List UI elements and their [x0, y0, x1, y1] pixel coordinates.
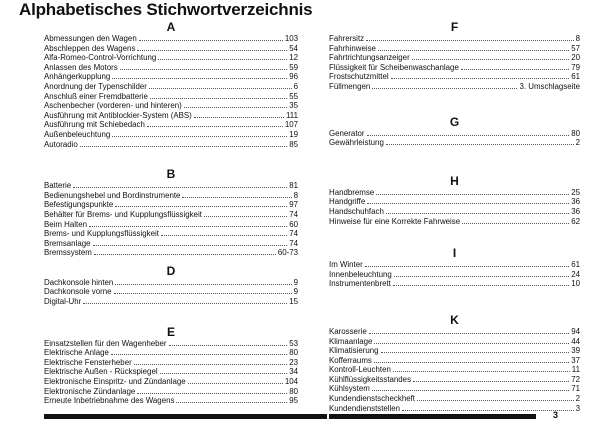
- index-term: Elektronische Zündanlage: [44, 386, 136, 396]
- index-entry: [329, 260, 580, 270]
- index-section-i: [329, 246, 580, 289]
- index-entry: [329, 270, 580, 280]
- index-term: Klimatisierung: [329, 346, 379, 356]
- index-entry: [329, 197, 580, 207]
- index-page-ref: 3. Umschlagseite: [519, 81, 580, 91]
- index-entry-list: [44, 181, 298, 258]
- dot-leader: [381, 352, 570, 353]
- index-page-ref: 11: [571, 365, 580, 375]
- index-entry: [329, 207, 580, 217]
- index-page-ref: 103: [284, 34, 298, 43]
- dot-leader: [374, 362, 569, 363]
- index-page-ref: 62: [571, 216, 580, 226]
- index-entry: [44, 339, 298, 349]
- index-entry: [44, 358, 298, 368]
- index-entry: [329, 138, 580, 148]
- index-term: Anordnung der Typenschilder: [44, 81, 147, 91]
- index-page-ref: 2: [575, 394, 580, 404]
- dot-leader: [188, 383, 283, 384]
- index-page-ref: 59: [289, 62, 298, 72]
- dot-leader: [386, 213, 569, 214]
- index-page-ref: 25: [571, 187, 580, 197]
- index-page-ref: 97: [289, 200, 298, 210]
- index-term: Anlassen des Motors: [44, 62, 118, 72]
- index-term: Ausführung mit Antiblockier-System (ABS): [44, 110, 192, 120]
- index-term: Brems- und Kupplungsflüssigkeit: [44, 229, 159, 239]
- section-letter: E: [166, 324, 175, 339]
- index-page-ref: 57: [571, 43, 580, 53]
- index-page-ref: 39: [571, 346, 580, 356]
- dot-leader: [134, 364, 288, 365]
- dot-leader: [372, 88, 517, 89]
- index-term: Klimaanlage: [329, 336, 373, 346]
- index-entry: [44, 220, 298, 230]
- index-page-ref: 74: [289, 229, 298, 239]
- index-term: Im Winter: [329, 260, 363, 270]
- index-entry: [44, 72, 298, 82]
- index-page-ref: 54: [289, 43, 298, 53]
- index-entry: [44, 297, 298, 307]
- index-section-e: [44, 325, 298, 406]
- index-entry: [44, 101, 298, 111]
- index-term: Dachkonsole hinten: [44, 277, 114, 287]
- index-term: Handschuhfach: [329, 206, 384, 216]
- index-term: Anschluß einer Fremdbatterie: [44, 91, 148, 101]
- index-entry: [329, 337, 580, 347]
- index-term: Batterie: [44, 181, 72, 191]
- index-entry-list: [44, 278, 298, 307]
- index-entry: [44, 44, 298, 54]
- index-entry-list: [44, 339, 298, 406]
- dot-leader: [149, 88, 292, 89]
- dot-leader: [112, 78, 287, 79]
- dot-leader: [80, 146, 287, 147]
- index-entry: [44, 120, 298, 130]
- index-page-ref: 2: [575, 138, 580, 148]
- dot-leader: [111, 354, 287, 355]
- dot-leader: [93, 245, 288, 246]
- index-term: Abmessungen den Wagen: [44, 34, 137, 43]
- index-section-d: [44, 264, 298, 307]
- index-term: Handgriffe: [329, 197, 366, 207]
- dot-leader: [115, 284, 291, 285]
- index-entry: [44, 287, 298, 297]
- index-entry-list: [329, 129, 580, 148]
- index-entry-list: [44, 34, 298, 149]
- index-term: Hinweise für eine Korrekte Fahrweise: [329, 216, 461, 226]
- index-term: Gewährleistung: [329, 138, 384, 148]
- index-entry-list: [329, 327, 580, 413]
- index-term: Abschleppen des Wagens: [44, 43, 136, 53]
- dot-leader: [369, 333, 570, 334]
- index-term: Kundendienstscheckheft: [329, 394, 415, 404]
- index-entry: [329, 375, 580, 385]
- index-entry: [44, 82, 298, 92]
- index-term: Bedienungshebel und Bordinstrumente: [44, 190, 181, 200]
- dot-leader: [462, 223, 569, 224]
- index-page-ref: 15: [289, 297, 298, 307]
- dot-leader: [73, 187, 287, 188]
- index-term: Dachkonsole vorne: [44, 287, 112, 297]
- index-page-ref: 9: [293, 287, 298, 297]
- index-entry-list: [329, 188, 580, 226]
- section-letter: H: [450, 173, 459, 188]
- footer-rule-left: [44, 414, 327, 419]
- index-page-ref: 10: [571, 279, 580, 289]
- dot-leader: [204, 216, 287, 217]
- dot-leader: [182, 197, 291, 198]
- index-page-ref: 71: [571, 384, 580, 394]
- index-term: Kofferraums: [329, 355, 372, 365]
- index-entry: [329, 365, 580, 375]
- index-entry-list: [329, 260, 580, 289]
- dot-leader: [417, 400, 574, 401]
- index-entry: [44, 92, 298, 102]
- index-entry: [329, 72, 580, 82]
- index-entry: [329, 82, 580, 92]
- dot-leader: [402, 410, 574, 411]
- section-letter: K: [450, 312, 459, 327]
- index-term: Fahrtrichtungsanzeiger: [329, 53, 410, 63]
- index-entry: [329, 327, 580, 337]
- index-term: Fahrhinweise: [329, 43, 376, 53]
- dot-leader: [112, 136, 287, 137]
- index-page-ref: 6: [293, 81, 298, 91]
- dot-leader: [461, 69, 569, 70]
- index-term: Flüssigkeit für Scheibenwaschanlage: [329, 62, 459, 72]
- index-term: Kühlsystem: [329, 384, 370, 394]
- dot-leader: [374, 343, 569, 344]
- index-term: Erneute Inbetriebnahme des Wagens: [44, 396, 175, 406]
- index-entry: [44, 63, 298, 73]
- index-term: Einsatzstellen für den Wagenheber: [44, 338, 167, 348]
- index-entry: [329, 129, 580, 139]
- dot-leader: [114, 293, 292, 294]
- index-page-ref: 94: [571, 326, 580, 336]
- index-page-ref: 55: [289, 91, 298, 101]
- dot-leader: [372, 390, 569, 391]
- index-entry: [329, 63, 580, 73]
- index-page-ref: 23: [289, 357, 298, 367]
- dot-leader: [158, 59, 287, 60]
- index-entry: [44, 239, 298, 249]
- section-letter: I: [452, 246, 457, 261]
- index-entry: [44, 377, 298, 387]
- index-entry: [329, 44, 580, 54]
- index-page-ref: 96: [289, 72, 298, 82]
- index-term: Behälter für Brems- und Kupplungsflüssigkeit: [44, 209, 202, 219]
- index-term: Befestigungspunkte: [44, 200, 114, 210]
- dot-leader: [367, 135, 570, 136]
- dot-leader: [115, 206, 287, 207]
- dot-leader: [391, 78, 570, 79]
- index-entry: [44, 34, 298, 44]
- section-letter: F: [450, 20, 459, 34]
- index-page-ref: 36: [571, 197, 580, 207]
- section-letter: G: [449, 114, 460, 129]
- index-section-h: [329, 174, 580, 226]
- index-page-ref: 74: [289, 238, 298, 248]
- index-page-ref: 74: [289, 209, 298, 219]
- index-page-ref: 80: [289, 386, 298, 396]
- index-page-ref: 20: [571, 53, 580, 63]
- index-term: Fahrersitz: [329, 34, 365, 43]
- dot-leader: [160, 373, 288, 374]
- index-entry: [44, 191, 298, 201]
- index-entry-list: [329, 34, 580, 92]
- index-page-ref: 61: [571, 260, 580, 270]
- index-section-g: [329, 115, 580, 148]
- index-section-f: [329, 20, 580, 92]
- index-entry: [44, 396, 298, 406]
- index-section-k: [329, 313, 580, 413]
- index-entry: [44, 387, 298, 397]
- index-entry: [44, 53, 298, 63]
- index-entry: [329, 404, 580, 414]
- index-page-ref: 12: [289, 53, 298, 63]
- index-term: Generator: [329, 128, 365, 138]
- index-entry: [44, 248, 298, 258]
- index-page-ref: 35: [289, 101, 298, 111]
- index-entry: [329, 384, 580, 394]
- dot-leader: [169, 345, 288, 346]
- index-page-ref: 95: [289, 396, 298, 406]
- index-page-ref: 81: [289, 181, 298, 191]
- index-entry: [329, 346, 580, 356]
- index-entry: [329, 394, 580, 404]
- index-term: Instrumentenbrett: [329, 279, 391, 289]
- index-page-ref: 79: [571, 62, 580, 72]
- index-entry: [44, 181, 298, 191]
- index-entry: [44, 367, 298, 377]
- index-entry: [44, 130, 298, 140]
- index-page-ref: 36: [571, 206, 580, 216]
- index-page-ref: 111: [286, 110, 298, 120]
- index-page-ref: 8: [293, 190, 298, 200]
- index-term: Innenbeleuchtung: [329, 269, 392, 279]
- index-entry: [44, 111, 298, 121]
- index-section-a: [44, 20, 298, 149]
- dot-leader: [376, 194, 569, 195]
- index-page-ref: 85: [289, 139, 298, 149]
- index-term: Füllmengen: [329, 81, 371, 91]
- index-column-left: [44, 20, 298, 406]
- index-page-ref: 24: [571, 269, 580, 279]
- dot-leader: [137, 393, 287, 394]
- dot-leader: [194, 117, 284, 118]
- dot-leader: [393, 371, 570, 372]
- index-page-ref: 60-73: [277, 248, 298, 258]
- dot-leader: [413, 381, 569, 382]
- dot-leader: [137, 50, 287, 51]
- index-term: Ausführung mit Schiebedach: [44, 120, 145, 130]
- index-term: Elektrische Anlage: [44, 348, 109, 358]
- index-page-ref: 9: [293, 277, 298, 287]
- index-entry: [329, 279, 580, 289]
- index-entry: [329, 34, 580, 44]
- index-page-ref: 104: [284, 377, 298, 387]
- dot-leader: [412, 59, 570, 60]
- dot-leader: [386, 144, 574, 145]
- index-entry: [329, 53, 580, 63]
- index-entry: [44, 278, 298, 288]
- index-page-ref: 3: [575, 403, 580, 413]
- dot-leader: [94, 254, 276, 255]
- index-page-ref: 19: [289, 129, 298, 139]
- dot-leader: [184, 107, 287, 108]
- index-entry: [329, 188, 580, 198]
- index-entry: [44, 229, 298, 239]
- index-page-ref: 107: [284, 120, 298, 130]
- index-term: Kühlflüssigkeitsstandes: [329, 374, 412, 384]
- dot-leader: [89, 226, 287, 227]
- index-page-ref: 80: [289, 348, 298, 358]
- dot-leader: [147, 126, 283, 127]
- index-term: Elektrische Fensterheber: [44, 357, 132, 367]
- index-entry: [44, 200, 298, 210]
- page-number: 3: [553, 410, 559, 420]
- index-page-ref: 8: [575, 34, 580, 43]
- section-letter: B: [166, 167, 176, 182]
- page-title: Alphabetisches Stichwortverzeichnis: [19, 0, 313, 19]
- index-entry: [329, 356, 580, 366]
- section-letter: D: [166, 263, 176, 278]
- index-page-ref: 60: [289, 219, 298, 229]
- index-term: Beim Halten: [44, 219, 87, 229]
- index-page-ref: 61: [571, 72, 580, 82]
- dot-leader: [176, 402, 287, 403]
- index-entry: [44, 140, 298, 150]
- index-column-right: [329, 20, 580, 413]
- index-page-ref: 80: [571, 128, 580, 138]
- index-term: Bremsanlage: [44, 238, 91, 248]
- index-term: Kundendienststellen: [329, 403, 401, 413]
- index-page-ref: 34: [289, 367, 298, 377]
- dot-leader: [365, 266, 569, 267]
- dot-leader: [150, 98, 287, 99]
- index-page-ref: 44: [571, 336, 580, 346]
- index-entry: [44, 348, 298, 358]
- dot-leader: [139, 40, 283, 41]
- dot-leader: [367, 203, 569, 204]
- index-page-ref: 72: [571, 374, 580, 384]
- dot-leader: [83, 303, 287, 304]
- dot-leader: [120, 69, 288, 70]
- index-term: Kontroll-Leuchten: [329, 365, 391, 375]
- index-term: Autoradio: [44, 139, 78, 149]
- index-term: Alfa-Romeo-Control-Vorrichtung: [44, 53, 157, 63]
- index-term: Anhängerkupplung: [44, 72, 111, 82]
- section-letter: A: [166, 20, 176, 34]
- index-section-b: [44, 167, 298, 258]
- index-term: Digital-Uhr: [44, 297, 82, 307]
- dot-leader: [366, 40, 574, 41]
- index-term: Karosserie: [329, 326, 367, 336]
- dot-leader: [394, 276, 569, 277]
- dot-leader: [161, 235, 287, 236]
- index-page-ref: 53: [289, 338, 298, 348]
- dot-leader: [378, 50, 569, 51]
- index-term: Elektrische Außen - Rückspiegel: [44, 367, 158, 377]
- footer-rule-right: [329, 414, 536, 419]
- index-term: Aschenbecher (vorderen- und hinteren): [44, 101, 182, 111]
- index-page-ref: 37: [571, 355, 580, 365]
- dot-leader: [393, 285, 569, 286]
- index-entry: [329, 217, 580, 227]
- index-entry: [44, 210, 298, 220]
- index-term: Frostschutzmittel: [329, 72, 389, 82]
- index-term: Außenbeleuchtung: [44, 129, 111, 139]
- index-term: Elektronische Einspritz- und Zündanlage: [44, 377, 186, 387]
- index-term: Handbremse: [329, 187, 375, 197]
- index-term: Bremssystem: [44, 248, 92, 258]
